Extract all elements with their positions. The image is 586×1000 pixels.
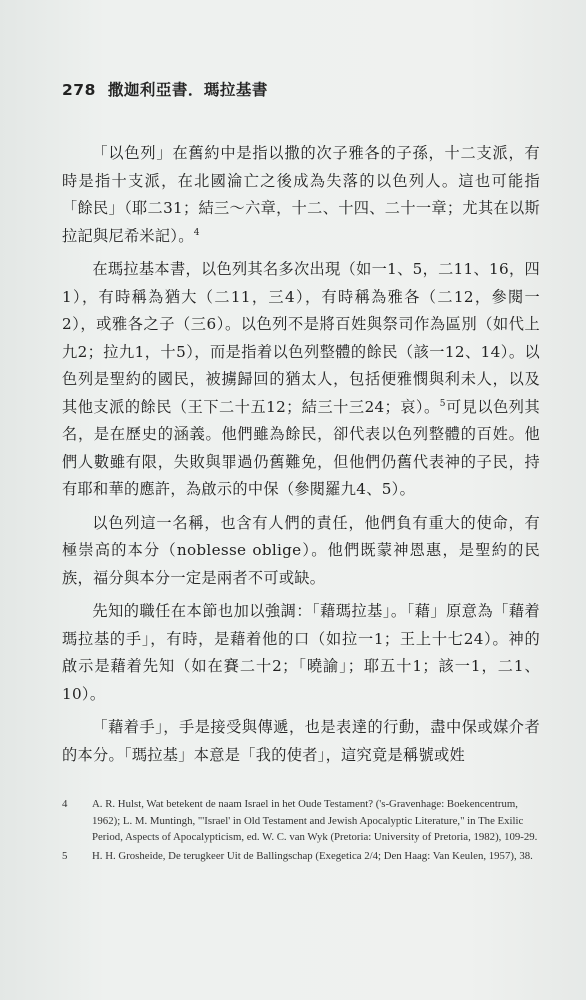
- footnote-marker[interactable]: 4: [193, 227, 200, 238]
- paragraph-text: 先知的職任在本節也加以強調：「藉瑪拉基」。「藉」原意為「藉着瑪拉基的手」，有時，是藉着他的口（如拉一1；王上十七24）。神的啟示是藉着先知（如在賽二十2；「曉諭」；耶五十1；該一1，二1、10）。: [62, 602, 540, 703]
- paragraph-text: 「以色列」在舊約中是指以撒的次子雅各的子孫，十二支派，有時是指十支派，在北國淪亡之後成為失落的以色列人。這也可能指「餘民」（耶二31；結三～六章，十二、十四、二十一章；尤其在以斯拉記與尼希米記）。: [62, 144, 540, 245]
- paragraph: [62, 714, 540, 769]
- footnote: [62, 796, 540, 846]
- paragraph: [62, 140, 540, 250]
- footnote-number: 5: [62, 849, 68, 862]
- paragraph-text: 在瑪拉基本書，以色列其名多次出現（如一1、5，二11、16，四1），有時稱為猶大（二11，三4），有時稱為雅各（二12，參閱一2），或雅各之子（三6）。以色列不是將百姓與祭司作為區別（如代上九2；拉九1，十5），而是指着以色列整體的餘民（該一12、14）。以色列是聖約的國民，被擄歸回的猶太人，包括便雅憫與利未人，以及其他支派的餘民（王下二十五12；結三十三24；哀）。: [62, 260, 540, 416]
- body-text: [62, 140, 540, 775]
- running-header: [62, 78, 268, 100]
- footnote-marker[interactable]: 5: [439, 398, 446, 409]
- paragraph-text: 以色列這一名稱，也含有人們的責任，他們負有重大的使命，有極崇高的本分（noblesse oblige）。他們既蒙神恩惠，是聖約的民族，福分與本分一定是兩者不可或缺。: [62, 513, 540, 587]
- paragraph-text: 「藉着手」，手是接受與傳遞，也是表達的行動，盡中保或媒介者的本分。「瑪拉基」本意是「我的使者」，這究竟是稱號或姓: [62, 718, 540, 764]
- paragraph: [62, 598, 540, 708]
- paragraph-text: 可見以色列其名，是在歷史的涵義。他們雖為餘民，卻代表以色列整體的百姓。他們人數雖有限，失敗與罪過仍舊難免，但他們仍舊代表神的子民，持有耶和華的應許，為啟示的中保（參閱羅九4、5）。: [62, 397, 540, 498]
- paragraph: [62, 256, 540, 504]
- page-number: 278: [62, 81, 96, 99]
- footnote-text: A. R. Hulst, Wat betekent de naam Israel in het Oude Testament? ('s-Gravenhage: Boekencentrum, 1962); L. M. Muntingh, "'Israel' in Old Testament and Jewish Apocalyptic Literature," in The Exilic Period, Aspects of Apocalypticism, ed. W. C. van Wyk (Pretoria: University of Pretoria, 1982), 109-29.: [92, 798, 538, 843]
- footnote-text: H. H. Grosheide, De terugkeer Uit de Ballingschap (Exegetica 2/4; Den Haag: Van Keulen, 1957), 38.: [92, 849, 533, 862]
- footnote-number: 4: [62, 798, 68, 810]
- footnotes: [62, 796, 540, 866]
- footnote: [62, 848, 540, 865]
- paragraph: [62, 510, 540, 593]
- running-title: 撒迦利亞書．瑪拉基書: [107, 81, 268, 99]
